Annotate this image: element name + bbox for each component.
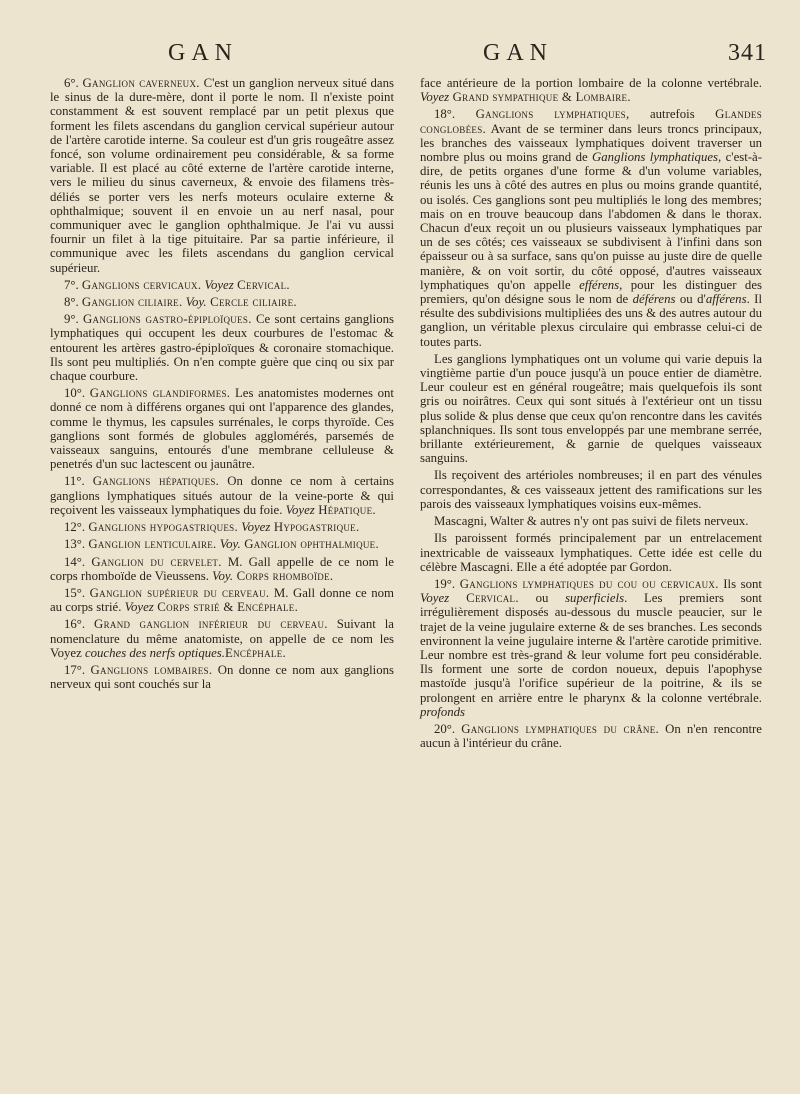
entry-paragraph	[50, 617, 394, 660]
entry-term: Ganglion caverneux.	[82, 76, 200, 90]
entry-term: Glandes conglobées.	[420, 107, 763, 136]
entry-term: Ganglion supérieur du cerveau.	[89, 585, 270, 600]
entry-paragraph	[420, 531, 762, 574]
entry-num: 15°.	[64, 585, 90, 600]
entry-num: 20°.	[434, 721, 462, 736]
entry-ref: Corps rhomboïde.	[233, 568, 334, 583]
entry-voyez: Voyez	[204, 277, 234, 292]
entry-paragraph	[420, 722, 762, 750]
entry-text: Suivant la nomenclature du même anatomiste, on appelle de ce nom les	[50, 617, 394, 646]
entry-text: ou d'	[675, 292, 706, 307]
entry-voyez: Voyez	[124, 600, 154, 615]
entry-paragraph	[420, 352, 762, 466]
running-head-right: GAN	[483, 40, 553, 66]
entry-ref: Grand sympathique & Lombaire.	[449, 90, 631, 105]
entry-paragraph	[420, 107, 762, 348]
entry-paragraph	[420, 514, 762, 528]
entry-term: Ganglions glandiformes.	[89, 386, 231, 401]
entry-paragraph	[50, 278, 394, 292]
entry-num: 9°.	[64, 312, 84, 327]
entry-text: . Les premiers sont irrégulièrement disposés au-dessous du muscle peaucier, sur le trajet de la veine jugulaire externe & de ses branches. Les seconds environnent la veine jugulaire interne & l'artère carotide primitive. Leur nombre est très-grand & leur volume fort peu considérable. Ils forment une sorte de cordon noueux, depuis l'apophyse mastoïde jusqu'à l'orifice supérieur de la poitrine, & ils se prolongent en arrière entre le pharynx & la colonne vertébrale.	[420, 591, 762, 705]
entry-num: 16°.	[64, 617, 95, 632]
entry-text: On donne ce nom aux ganglions nerveux qui sont couchés sur la	[50, 662, 394, 692]
entry-term: Ganglions gastro-épiploïques.	[83, 312, 252, 327]
entry-italic: profonds	[420, 704, 466, 719]
entry-voyez: Voyez	[420, 90, 450, 105]
entry-ref: Hypogastrique.	[270, 520, 360, 535]
entry-text: Ils reçoivent des artérioles nombreuses; il en part des vénules correspondantes, & ces vaisseaux jettent des ramifications sur les parois des vaisseaux lymphatiques voisins eux-mêmes.	[420, 468, 762, 511]
entry-voyez: Voy.	[219, 537, 241, 552]
entry-num: 11°.	[64, 474, 93, 489]
entry-paragraph	[50, 663, 394, 691]
entry-paragraph	[50, 474, 394, 517]
entry-term: Ganglions lymphatiques du cou ou cervicaux.	[459, 576, 719, 591]
entry-term: Ganglions lymphatiques,	[475, 107, 630, 122]
entry-num: 6°.	[64, 76, 83, 90]
entry-text: Ils paroissent formés principalement par un entrelacement inextricable de vaisseaux lymphatiques. Cette idée est celle du célèbre Mascagni. Elle a été adoptée par Gordon.	[420, 531, 762, 574]
entry-num: 19°.	[434, 576, 460, 591]
entry-paragraph	[420, 577, 762, 719]
entry-paragraph	[50, 555, 394, 583]
entry-text: M. Gall donne ce nom au corps strié.	[50, 585, 394, 615]
page-number: 341	[728, 40, 767, 66]
entry-term: Ganglions cervicaux.	[81, 277, 202, 292]
entry-italic: déférens	[632, 292, 676, 307]
entry-term: Ganglions hypogastriques.	[88, 520, 238, 535]
entry-paragraph	[50, 386, 394, 471]
entry-paragraph	[50, 520, 394, 534]
entry-text: ou	[518, 591, 566, 606]
entry-term: Ganglion ciliaire.	[81, 295, 183, 310]
entry-ref: Hépatique.	[314, 502, 376, 517]
entry-num: 10°.	[64, 386, 90, 401]
entry-term: Ganglion du cervelet.	[91, 554, 222, 569]
entry-italic: afférens	[705, 292, 747, 307]
entry-term: Ganglion lenticulaire.	[88, 537, 217, 552]
entry-ref: Encéphale.	[224, 645, 286, 660]
entry-text: Les ganglions lymphatiques ont un volume qui varie depuis la vingtième partie d'un pouce jusqu'à un pouce entier de diamètre. Leur couleur est en général rougeâtre; mais quelquefois ils sont gris ou noirâtres. Ceux qui sont situés à l'extérieur ont un tissu plus solide & plus dense que ceux qu'on rencontre dans les cavités splanchniques. Ils sont tous enveloppés par une membrane serrée, brillante extérieurement, & garnie de quelques vaisseaux sanguins.	[420, 351, 762, 466]
entry-num: 13°.	[64, 537, 89, 552]
entry-term: Ganglions lombaires.	[90, 662, 213, 677]
entry-text: face antérieure de la portion lombaire de la colonne vertébrale.	[420, 76, 762, 90]
entry-paragraph	[50, 537, 394, 551]
entry-text: Mascagni, Walter & autres n'y ont pas suivi de filets nerveux.	[434, 514, 749, 529]
entry-term: Ganglions lymphatiques du crâne.	[461, 721, 660, 736]
entry-voyez: Voy.	[185, 295, 207, 310]
right-column	[420, 76, 762, 753]
entry-text: , c'est-à-dire, de petits organes d'une forme & d'un volume variables, réunis les uns à côté des autres en plus ou moins grande quantité, ou isolés. Ces ganglions sont peu multipliés le long des membres; mais on en trouve beaucoup dans l'abdomen & dans le thorax. Chacun d'eux reçoit un ou plusieurs vaisseaux lymphatiques par un de ses côtés; ces vaisseaux se subdivisent à l'infini dans son épaisseur ou à sa surface, sans qu'on puisse au juste dire de quelle manière, & on voit sortir, du côté opposé, d'autres vaisseaux lymphatiques qu'on appelle	[420, 150, 762, 292]
entry-voyez: Voyez	[241, 520, 271, 535]
entry-voyez: Voy.	[212, 568, 234, 583]
entry-voyez: Voyez	[285, 502, 315, 517]
running-head-left: GAN	[168, 40, 238, 66]
entry-paragraph	[420, 76, 762, 104]
entry-italic: Ganglions lymphatiques	[592, 150, 718, 165]
entry-num: 8°.	[64, 295, 82, 310]
entry-ref: Cervical.	[233, 277, 290, 292]
entry-italic: superficiels	[565, 591, 625, 606]
entry-paragraph	[50, 76, 394, 275]
entry-num: 14°.	[64, 554, 92, 569]
entry-text: , pour les distinguer des premiers, qu'on désigne sous le nom de	[420, 277, 762, 307]
entry-text: On n'en rencontre aucun à l'intérieur du crâne.	[420, 721, 762, 751]
entry-paragraph	[50, 295, 394, 309]
entry-paragraph	[420, 468, 762, 511]
entry-text: . Il résulte des subdivisions multipliées des uns & des autres autour du ganglion, un véritable plexus circulaire qui embrasse celui-ci de toutes parts.	[420, 292, 762, 349]
entry-paragraph	[50, 312, 394, 383]
entry-ref: Cervical.	[449, 591, 519, 606]
entry-text: Ils sont	[718, 576, 762, 591]
entry-num: 18°.	[434, 107, 476, 122]
entry-text: On donne ce nom à certains ganglions lymphatiques situés autour de la veine-porte & qui reçoivent les vaisseaux lymphatiques du foie.	[50, 474, 394, 517]
entry-num: 17°.	[64, 662, 91, 677]
entry-text: Voyez	[50, 645, 85, 660]
entry-paragraph	[50, 586, 394, 614]
left-column	[50, 76, 394, 694]
entry-italic: couches des nerfs optiques.	[84, 645, 225, 660]
entry-ref: Corps strié & Encéphale.	[153, 600, 299, 615]
entry-voyez: Voyez	[420, 591, 450, 606]
entry-ref: Cercle ciliaire.	[206, 295, 297, 310]
entry-num: 7°.	[64, 277, 82, 292]
entry-text: Ce sont certains ganglions lymphatiques qui occupent les deux courbures de l'estomac & entourent les artères gastro-épiploïques & coronaire stomachique. Ils sont peu multipliés. On n'en compte guère que cinq ou six par chaque courbure.	[50, 312, 394, 384]
entry-italic: efférens	[579, 277, 620, 292]
entry-num: 12°.	[64, 520, 89, 535]
entry-term: Grand ganglion inférieur du cerveau.	[94, 617, 328, 632]
entry-ref: Ganglion ophthalmique.	[240, 537, 379, 552]
entry-text: autrefois	[629, 107, 716, 122]
entry-text: Les anatomistes modernes ont donné ce nom à différens organes qui ont l'apparence des glandes, comme le thymus, les capsules surrénales, le corps thyroïde. Ces ganglions sont formés de globules agglomérés, parsemés de vaisseaux sanguins, entourés d'une membrane celluleuse & penetrés d'un suc lactescent ou jaunâtre.	[50, 386, 394, 472]
entry-text: Avant de se terminer dans leurs troncs principaux, les branches des vaisseaux lymphatiques doivent traverser un nombre plus ou moins grand de	[420, 121, 762, 165]
entry-text: M. Gall appelle de ce nom le corps rhomboïde de Vieussens.	[50, 554, 394, 583]
entry-term: Ganglions hépatiques.	[92, 474, 220, 489]
entry-text: C'est un ganglion nerveux situé dans le sinus de la dure-mère, dont il porte le nom. Il n'existe point constamment & est souvent remplacé par un petit plexus que forment les filets ascendans du ganglion cervical supérieur autour de l'artère carotide interne. Sa couleur est d'un gris rougeâtre assez foncé, son volume ordinairement peu considérable, & sa forme variable. Il est placé au côté externe de l'artère carotide interne, vers le milieu du sinus caverneux, & envoie des filamens très-déliés se porter vers les nerfs moteurs oculaire externe & ophthalmique; souvent il en envoie un au nerf nasal, pour communiquer avec le ganglion ophthalmique. Je l'ai vu aussi fournir un filet à la tige pituitaire. Par sa partie inférieure, il communique avec les filets ascendans du ganglion cervical supérieur.	[50, 76, 394, 275]
